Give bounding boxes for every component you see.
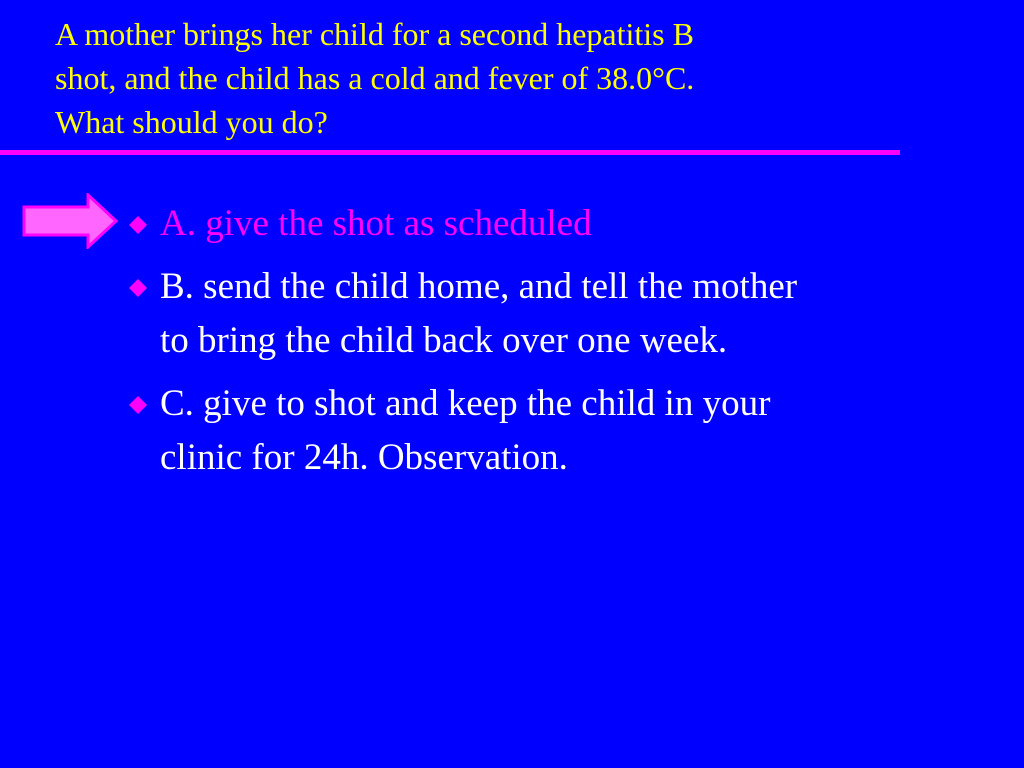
diamond-bullet-icon <box>128 278 148 298</box>
slide-title <box>55 12 885 144</box>
title-divider <box>0 150 900 155</box>
answer-option-b <box>120 260 1000 368</box>
diamond-bullet-icon <box>128 395 148 415</box>
diamond-bullet-icon <box>128 215 148 235</box>
answer-options-list <box>120 197 1000 494</box>
option-text: A. give the shot as scheduled <box>160 203 592 244</box>
option-text-line: clinic for 24h. Observation. <box>160 437 568 478</box>
option-text-line: to bring the child back over one week. <box>160 320 728 361</box>
title-line: A mother brings her child for a second hepatitis B <box>55 16 694 52</box>
title-line: What should you do? <box>55 104 328 140</box>
answer-option-c <box>120 377 1000 485</box>
right-arrow-icon <box>22 193 118 249</box>
option-text-line: C. give to shot and keep the child in your <box>160 383 771 424</box>
title-line: shot, and the child has a cold and fever of 38.0°C. <box>55 60 695 96</box>
option-text-line: B. send the child home, and tell the mother <box>160 266 798 307</box>
answer-option-a <box>120 197 1000 251</box>
